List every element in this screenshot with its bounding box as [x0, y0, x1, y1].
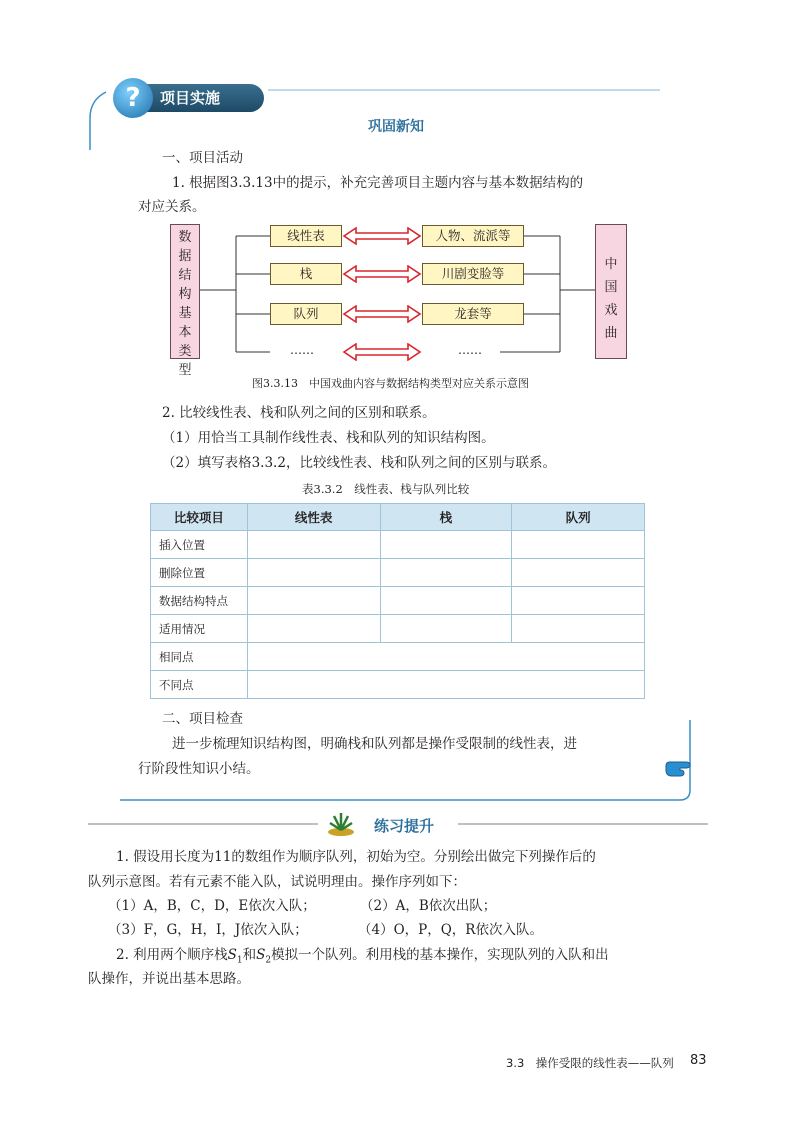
table-row: [151, 643, 645, 671]
characters-schools-box: 人物、流派等: [422, 225, 524, 247]
table-cell[interactable]: [512, 559, 645, 587]
q2-line2: 队操作，并说出基本思路。: [88, 971, 250, 987]
table-header: 线性表: [247, 504, 380, 531]
table-row: [151, 671, 645, 699]
table-cell[interactable]: [380, 531, 512, 559]
table-row: [151, 587, 645, 615]
table-cell-merged[interactable]: [247, 671, 644, 699]
item2-line3: （2）填写表格3.3.2，比较线性表、栈和队列之间的区别与联系。: [162, 455, 556, 471]
check-line2: 行阶段性知识小结。: [138, 761, 260, 777]
q1-option-a: （1）A，B，C，D，E依次入队；: [108, 898, 316, 914]
extras-box: 龙套等: [422, 303, 524, 325]
double-arrow-3: [342, 305, 422, 323]
table-row: [151, 615, 645, 643]
check-line1: 进一步梳理知识结构图，明确栈和队列都是操作受限制的线性表，进: [172, 736, 577, 752]
page-number: 83: [690, 1053, 707, 1068]
table-cell[interactable]: [247, 587, 380, 615]
linear-list-box: 线性表: [270, 225, 342, 247]
table-cell[interactable]: [512, 615, 645, 643]
check-heading: 二、项目检查: [162, 711, 243, 727]
table-cell[interactable]: [247, 615, 380, 643]
table-cell-merged[interactable]: [247, 643, 644, 671]
row-label: 适用情况: [151, 615, 248, 643]
table-header: 栈: [380, 504, 512, 531]
q1-line1: 1. 假设用长度为11的数组作为顺序队列，初始为空。分别绘出做完下列操作后的: [116, 849, 596, 865]
row-label: 不同点: [151, 671, 248, 699]
comparison-table: [150, 503, 645, 699]
section-title: 巩固新知: [368, 119, 424, 135]
more-types: ……: [290, 343, 314, 357]
activity-item1-line1: 1. 根据图3.3.13中的提示，补充完善项目主题内容与基本数据结构的: [172, 175, 584, 191]
activity-heading: 一、项目活动: [162, 150, 243, 166]
table-header-row: [151, 504, 645, 531]
double-arrow-4: [342, 343, 422, 361]
double-arrow-2: [342, 265, 422, 283]
table-header: 比较项目: [151, 504, 248, 531]
table-cell[interactable]: [247, 559, 380, 587]
question-icon: ?: [125, 83, 141, 113]
table-header: 队列: [512, 504, 645, 531]
queue-box: 队列: [270, 303, 342, 325]
hand-pointer-icon: [664, 760, 692, 780]
diagram-connectors: [0, 0, 793, 400]
table-cell[interactable]: [380, 559, 512, 587]
q1-option-d: （4）O，P，Q，R依次入队。: [358, 922, 543, 938]
stack-box: 栈: [270, 263, 342, 285]
item2-line2: （1）用恰当工具制作线性表、栈和队列的知识结构图。: [162, 430, 495, 446]
table-row: [151, 559, 645, 587]
figure-caption: 图3.3.13 中国戏曲内容与数据结构类型对应关系示意图: [252, 377, 529, 390]
table-cell[interactable]: [380, 615, 512, 643]
practice-title: 练习提升: [374, 817, 435, 835]
item2-line1: 2. 比较线性表、栈和队列之间的区别和联系。: [162, 405, 436, 421]
table-row: [151, 531, 645, 559]
q1-option-c: （3）F，G，H，I，J依次入队；: [108, 922, 308, 938]
table-cell[interactable]: [512, 587, 645, 615]
badge-label: 项目实施: [160, 89, 221, 107]
table-caption: 表3.3.2 线性表、栈与队列比较: [302, 482, 470, 496]
chinese-opera-box: 中 国 戏 曲: [595, 224, 627, 359]
row-label: 数据结构特点: [151, 587, 248, 615]
double-arrow-1: [342, 227, 422, 245]
row-label: 相同点: [151, 643, 248, 671]
q2-line1: 2. 利用两个顺序栈$S_1$和$S_2$模拟一个队列。利用栈的基本操作，实现队列的入队和出: [116, 947, 609, 966]
more-contents: ……: [458, 343, 482, 357]
q1-option-b: （2）A，B依次出队；: [360, 898, 497, 914]
activity-item1-line2: 对应关系。: [138, 199, 206, 215]
q1-line2: 队列示意图。若有元素不能入队，试说明理由。操作序列如下：: [88, 874, 466, 890]
table-cell[interactable]: [247, 531, 380, 559]
row-label: 删除位置: [151, 559, 248, 587]
data-structure-types-box: 数 据 结 构 基 本 类 型: [170, 224, 200, 359]
face-changing-box: 川剧变脸等: [422, 263, 524, 285]
row-label: 插入位置: [151, 531, 248, 559]
table-cell[interactable]: [380, 587, 512, 615]
practice-icon: [326, 810, 356, 838]
footer-section: 3.3 操作受限的线性表——队列: [506, 1056, 674, 1070]
table-cell[interactable]: [512, 531, 645, 559]
